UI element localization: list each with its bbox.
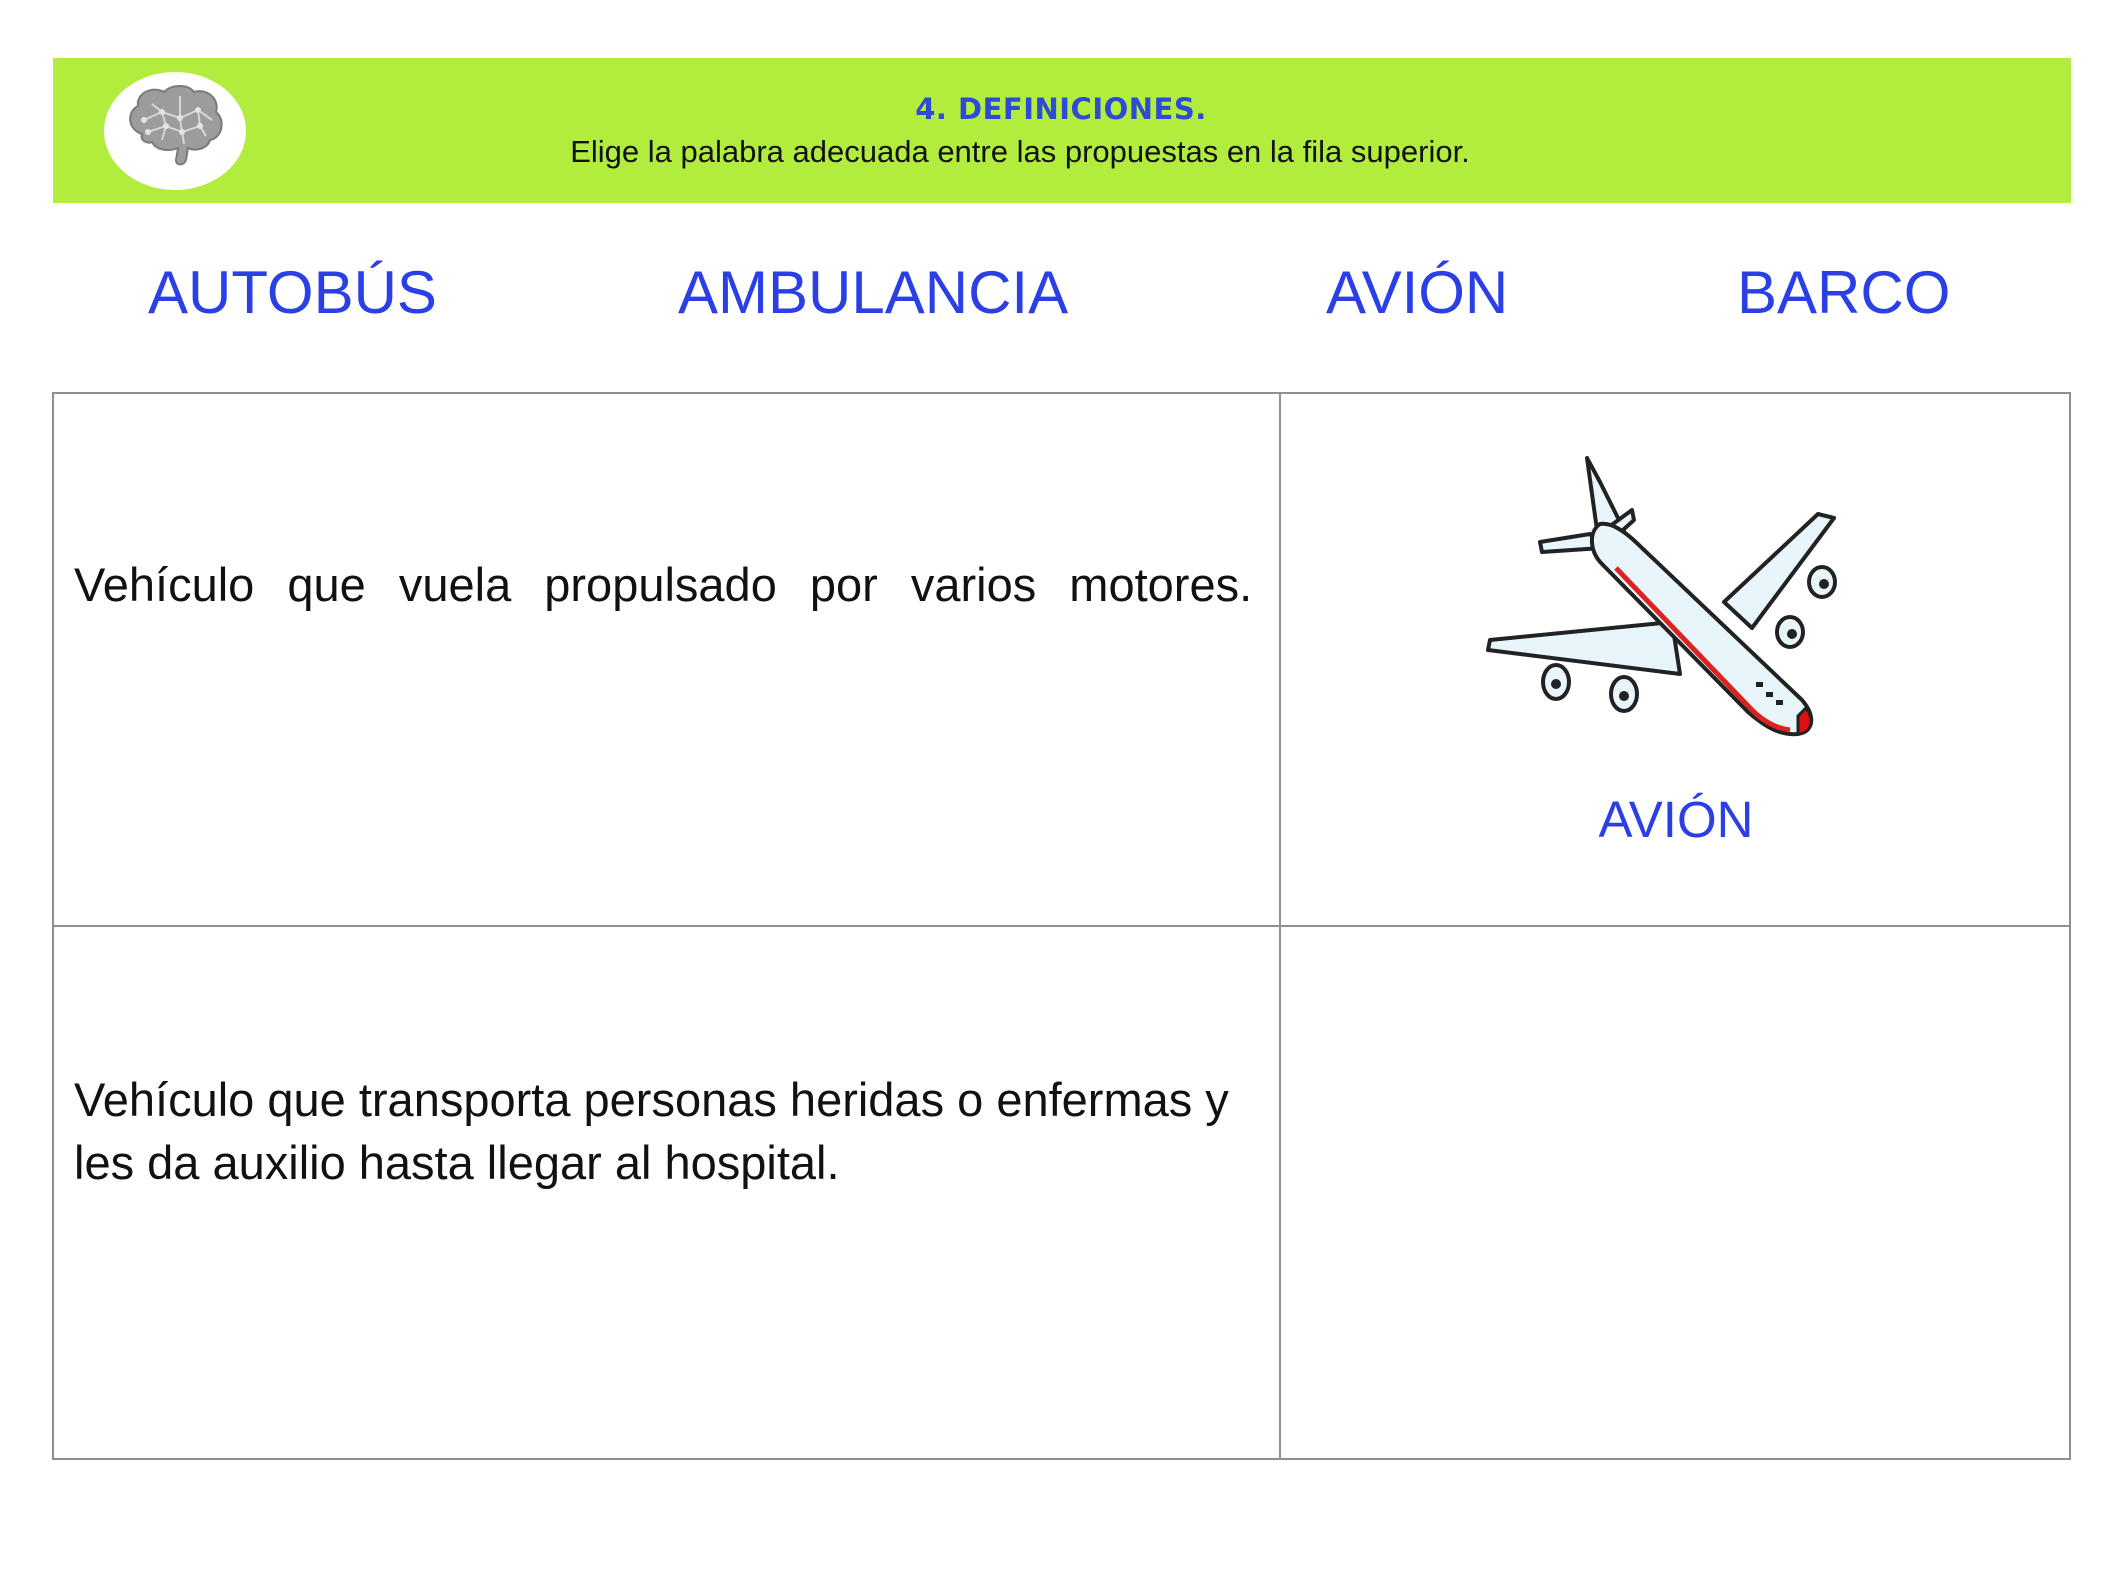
definition-text-1: Vehículo que vuela propulsado por varios motores.: [74, 558, 1253, 611]
answer-cell-1[interactable]: [1462, 452, 1852, 757]
header-banner: [53, 58, 2071, 203]
word-option-avion[interactable]: AVIÓN: [1326, 259, 1509, 326]
logo-badge: [104, 72, 246, 190]
page-title: 4. DEFINICIONES.: [915, 92, 1207, 126]
instruction-text: Elige la palabra adecuada entre las propuestas en la fila superior.: [570, 134, 1470, 169]
definition-text-2: Vehículo que transporta personas heridas o enfermas y les da auxilio hasta llegar al hospital.: [74, 1073, 1229, 1189]
row-divider: [53, 925, 2070, 927]
word-option-ambulancia[interactable]: AMBULANCIA: [678, 259, 1069, 326]
word-option-autobus[interactable]: AUTOBÚS: [148, 259, 437, 326]
answer-label-1: AVIÓN: [1598, 791, 1754, 848]
airplane-icon: [1462, 452, 1852, 752]
word-option-barco[interactable]: BARCO: [1737, 259, 1951, 326]
